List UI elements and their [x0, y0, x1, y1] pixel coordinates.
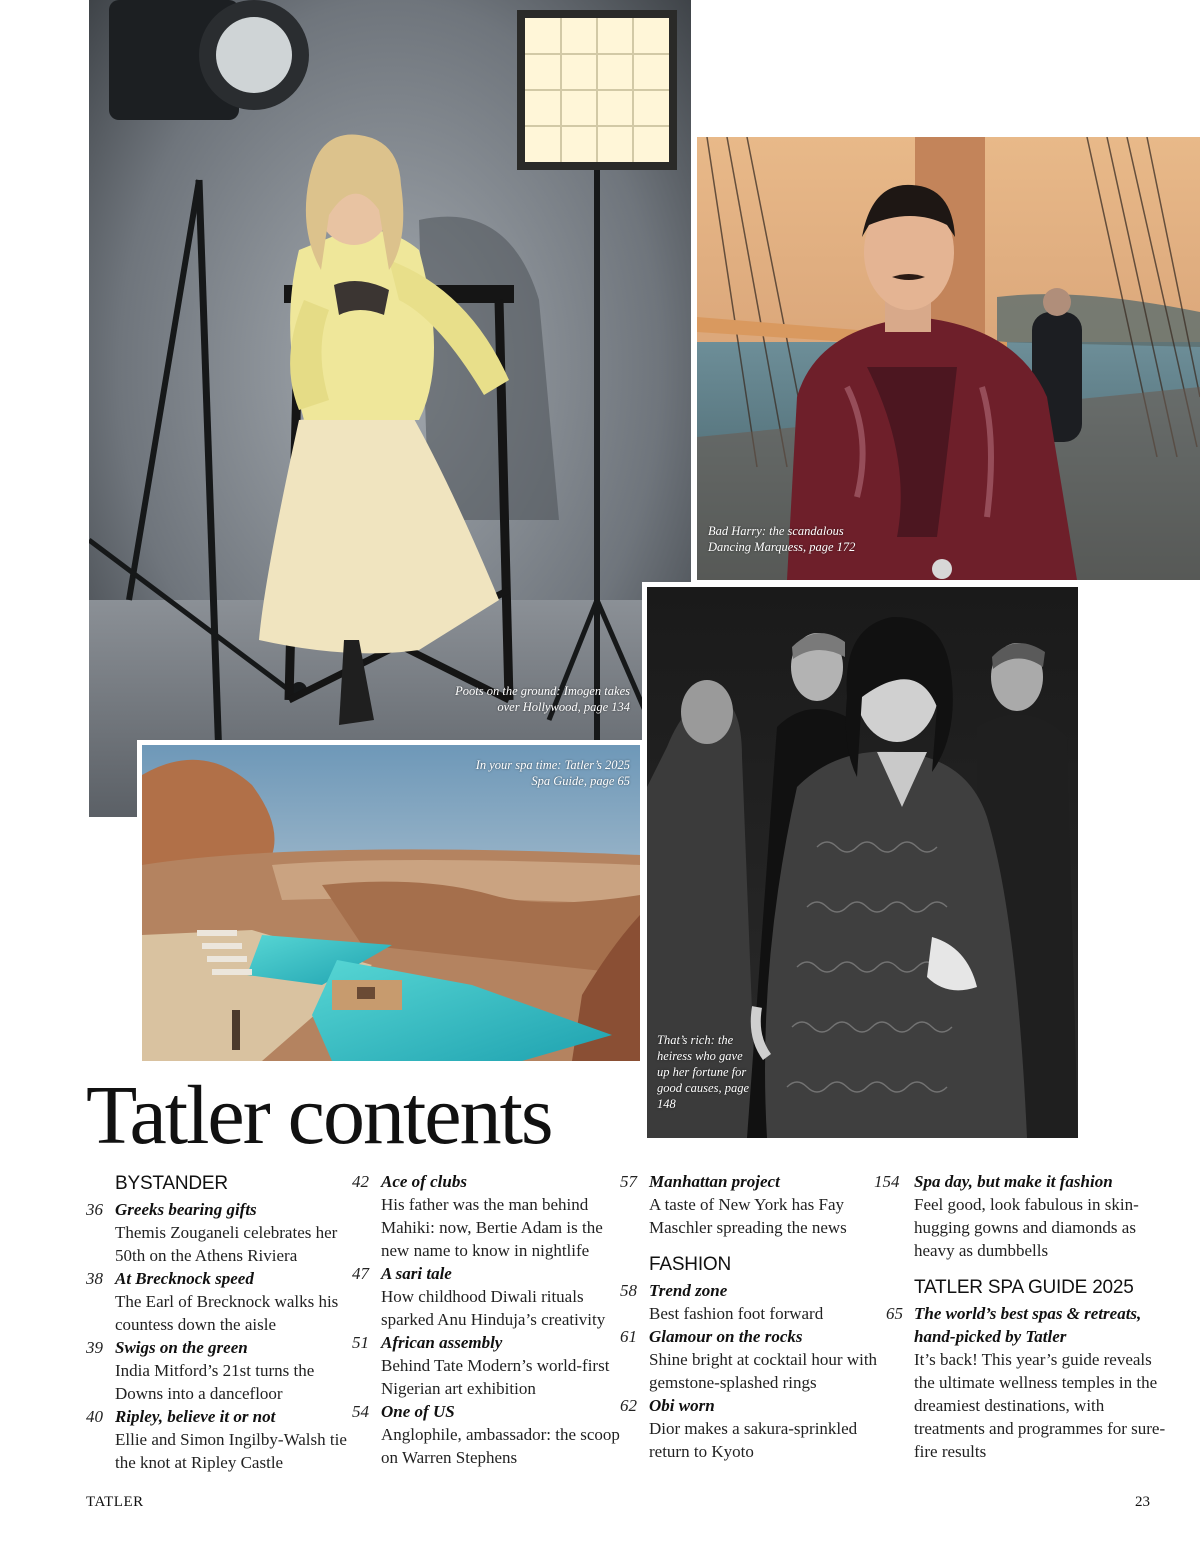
contents-column-3: [620, 1170, 890, 1463]
entry-title: One of US: [381, 1402, 455, 1421]
entry-page-number: 58: [620, 1281, 637, 1300]
entry-title: Glamour on the rocks: [649, 1327, 803, 1346]
entry-description: Shine bright at cocktail hour with gemstone-splashed rings: [649, 1350, 878, 1392]
entry-description: Ellie and Simon Ingilby-Walsh tie the knot at Ripley Castle: [115, 1430, 347, 1472]
caption-heiress: That’s rich: the heiress who gave up her fortune for good causes, page 148: [657, 1033, 749, 1111]
contents-entry[interactable]: [620, 1170, 890, 1239]
entry-page-number: 65: [886, 1304, 903, 1323]
entry-title: Manhattan project: [649, 1172, 780, 1191]
entry-title: Obi worn: [649, 1396, 715, 1415]
entry-description: Dior makes a sakura-sprinkled return to Kyoto: [649, 1419, 858, 1461]
section-heading-fashion: FASHION: [649, 1254, 732, 1275]
caption-spa: In your spa time: Tatler’s 2025 Spa Guide, page 65: [475, 758, 630, 788]
entry-page-number: 62: [620, 1396, 637, 1415]
contents-entry[interactable]: [620, 1325, 890, 1394]
contents-entry[interactable]: [352, 1400, 622, 1469]
contents-entry[interactable]: [352, 1262, 622, 1331]
section-heading-spa-guide: TATLER SPA GUIDE 2025: [914, 1277, 1134, 1298]
entry-description: Anglophile, ambassador: the scoop on Warren Stephens: [381, 1425, 620, 1467]
entry-title: Swigs on the green: [115, 1338, 248, 1357]
entry-title: Ace of clubs: [381, 1172, 467, 1191]
contents-entry[interactable]: [620, 1279, 890, 1325]
entry-description: India Mitford’s 21st turns the Downs into a dancefloor: [115, 1361, 315, 1403]
entry-title: Greeks bearing gifts: [115, 1200, 257, 1219]
contents-entry[interactable]: [86, 1336, 356, 1405]
photo-dancing-marquess: [697, 137, 1200, 580]
page-title: Tatler contents: [86, 1069, 552, 1162]
entry-page-number: 54: [352, 1402, 369, 1421]
contents-entry[interactable]: [620, 1394, 890, 1463]
contents-entry[interactable]: [86, 1198, 356, 1267]
section-heading-bystander: BYSTANDER: [115, 1173, 228, 1194]
entry-page-number: 154: [874, 1172, 900, 1191]
entry-description: His father was the man behind Mahiki: now, Bertie Adam is the new name to know in nightlife: [381, 1195, 603, 1260]
contents-column-1: [86, 1170, 356, 1474]
contents-column-4: [874, 1170, 1174, 1463]
entry-title: African assembly: [381, 1333, 503, 1352]
entry-page-number: 47: [352, 1264, 369, 1283]
entry-description: It’s back! This year’s guide reveals the ultimate wellness temples in the dreamiest destinations, with treatments and programmes for sure-fire results: [914, 1350, 1166, 1461]
entry-page-number: 38: [86, 1269, 103, 1288]
entry-page-number: 36: [86, 1200, 103, 1219]
entry-description: Feel good, look fabulous in skin-hugging gowns and diamonds as heavy as dumbbells: [914, 1195, 1139, 1260]
entry-page-number: 57: [620, 1172, 637, 1191]
contents-entry[interactable]: [86, 1267, 356, 1336]
entry-page-number: 51: [352, 1333, 369, 1352]
entry-description: Best fashion foot forward: [649, 1304, 824, 1323]
entry-description: A taste of New York has Fay Maschler spreading the news: [649, 1195, 847, 1237]
contents-entry[interactable]: [874, 1302, 1174, 1463]
entry-page-number: 40: [86, 1407, 103, 1426]
entry-description: How childhood Diwali rituals sparked Anu Hinduja’s creativity: [381, 1287, 606, 1329]
entry-page-number: 39: [86, 1338, 103, 1357]
entry-page-number: 61: [620, 1327, 637, 1346]
caption-imogen: Poots on the ground: Imogen takes over Hollywood, page 134: [455, 684, 630, 714]
entry-description: Behind Tate Modern’s world-first Nigerian art exhibition: [381, 1356, 610, 1398]
contents-entry[interactable]: [352, 1331, 622, 1400]
entry-title: A sari tale: [381, 1264, 452, 1283]
caption-harry: Bad Harry: the scandalous Dancing Marquess, page 172: [708, 524, 856, 554]
entry-title: Ripley, believe it or not: [115, 1407, 276, 1426]
contents-entry[interactable]: [352, 1170, 622, 1262]
ship-photo-illustration: [697, 137, 1200, 580]
entry-title: At Brecknock speed: [115, 1269, 254, 1288]
contents-entry[interactable]: [874, 1170, 1174, 1262]
entry-description: Themis Zouganeli celebrates her 50th on the Athens Riviera: [115, 1223, 338, 1265]
footer-brand: TATLER: [86, 1494, 144, 1510]
contents-entry[interactable]: [86, 1405, 356, 1474]
entry-title: Spa day, but make it fashion: [914, 1172, 1113, 1191]
entry-title: The world’s best spas & retreats, hand-picked by Tatler: [914, 1304, 1142, 1346]
contents-column-2: [352, 1170, 622, 1469]
footer-page-number: 23: [1135, 1494, 1150, 1510]
entry-page-number: 42: [352, 1172, 369, 1191]
spa-photo-illustration: [142, 745, 640, 1061]
entry-title: Trend zone: [649, 1281, 728, 1300]
entry-description: The Earl of Brecknock walks his countess down the aisle: [115, 1292, 339, 1334]
